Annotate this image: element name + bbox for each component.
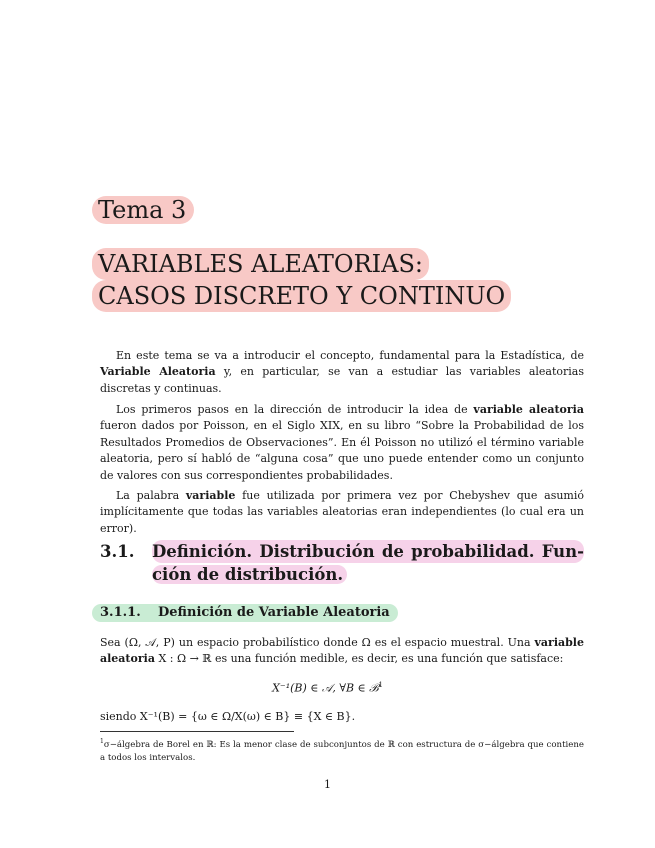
- footnote-text: σ−álgebra de Borel en ℝ: Es la menor clase de subconjuntos de ℝ con estructura de σ−álgebra que contiene a todos los intervalos.: [100, 739, 584, 764]
- footnote: [100, 735, 584, 766]
- page-number: 1: [324, 778, 331, 791]
- definition-paragraph: [100, 635, 584, 668]
- formula: [0, 681, 655, 696]
- intro-p3-bold: variable: [185, 489, 236, 502]
- subsection-number: 3.1.1.: [100, 605, 141, 620]
- intro-p1-text-a: En este tema se va a introducir el concepto, fundamental para la Estadística, de: [116, 349, 584, 362]
- intro-paragraph-3: [100, 488, 584, 537]
- definition-text-c: X : Ω → ℝ es una función medible, es decir, es una función que satisface:: [154, 652, 564, 666]
- formula-footnote-mark: 1: [378, 681, 383, 689]
- formula-text: X⁻¹(B) ∈ 𝒜, ∀B ∈ ℬ: [272, 681, 379, 695]
- chapter-title-line2: CASOS DISCRETO Y CONTINUO: [92, 280, 511, 312]
- intro-p3-text-c: fue utilizada por primera vez por Chebyshev que asumió implícitamente que todas las variables aleatorias eran independientes (lo cual era un error).: [100, 489, 584, 535]
- chapter-label: Tema 3: [92, 196, 194, 224]
- subsection-title: Definición de Variable Aleatoria: [158, 605, 390, 620]
- intro-p3-text-a: La palabra: [116, 489, 186, 502]
- footnote-mark: 1: [100, 738, 104, 745]
- siendo-line: siendo X⁻¹(B) = {ω ∈ Ω/X(ω) ∈ B} ≡ {X ∈ B}.: [100, 710, 356, 723]
- intro-p1-text-c: y, en particular, se van a estudiar las variables aleatorias discretas y continuas.: [100, 365, 584, 395]
- section-title-line2: ción de distribución.: [152, 565, 347, 584]
- definition-text-a: Sea (Ω, 𝒜, P) un espacio probabilístico donde Ω es el espacio muestral. Una: [100, 636, 535, 649]
- definition-bold: variable aleatoria: [100, 636, 584, 666]
- intro-p2-text-c: fueron dados por Poisson, en el Siglo XIX, en su libro “Sobre la Probabilidad de los Resultados Promedios de Observaciones”. En él Poisson no utilizó el término variable aleatoria, pero sí habló de “alguna cosa” que uno puede entender como un conjunto de valores con sus correspondientes probabilidades.: [100, 419, 584, 482]
- intro-p2-bold: variable aleatoria: [473, 403, 584, 416]
- footnote-rule: [100, 731, 294, 732]
- chapter-title-line1: VARIABLES ALEATORIAS:: [92, 248, 429, 280]
- section-title-line1: Definición. Distribución de probabilidad. Fun-: [152, 542, 584, 561]
- intro-paragraph-2: [100, 402, 584, 484]
- section-number: 3.1.: [100, 542, 135, 561]
- section-title-line2-wrap: [152, 563, 347, 586]
- intro-p1-bold: Variable Aleatoria: [100, 365, 216, 379]
- chapter-title: [92, 248, 511, 312]
- intro-paragraph-1: [100, 348, 584, 397]
- intro-p2-text-a: Los primeros pasos en la dirección de introducir la idea de: [116, 403, 474, 416]
- subsection-heading: [92, 604, 398, 622]
